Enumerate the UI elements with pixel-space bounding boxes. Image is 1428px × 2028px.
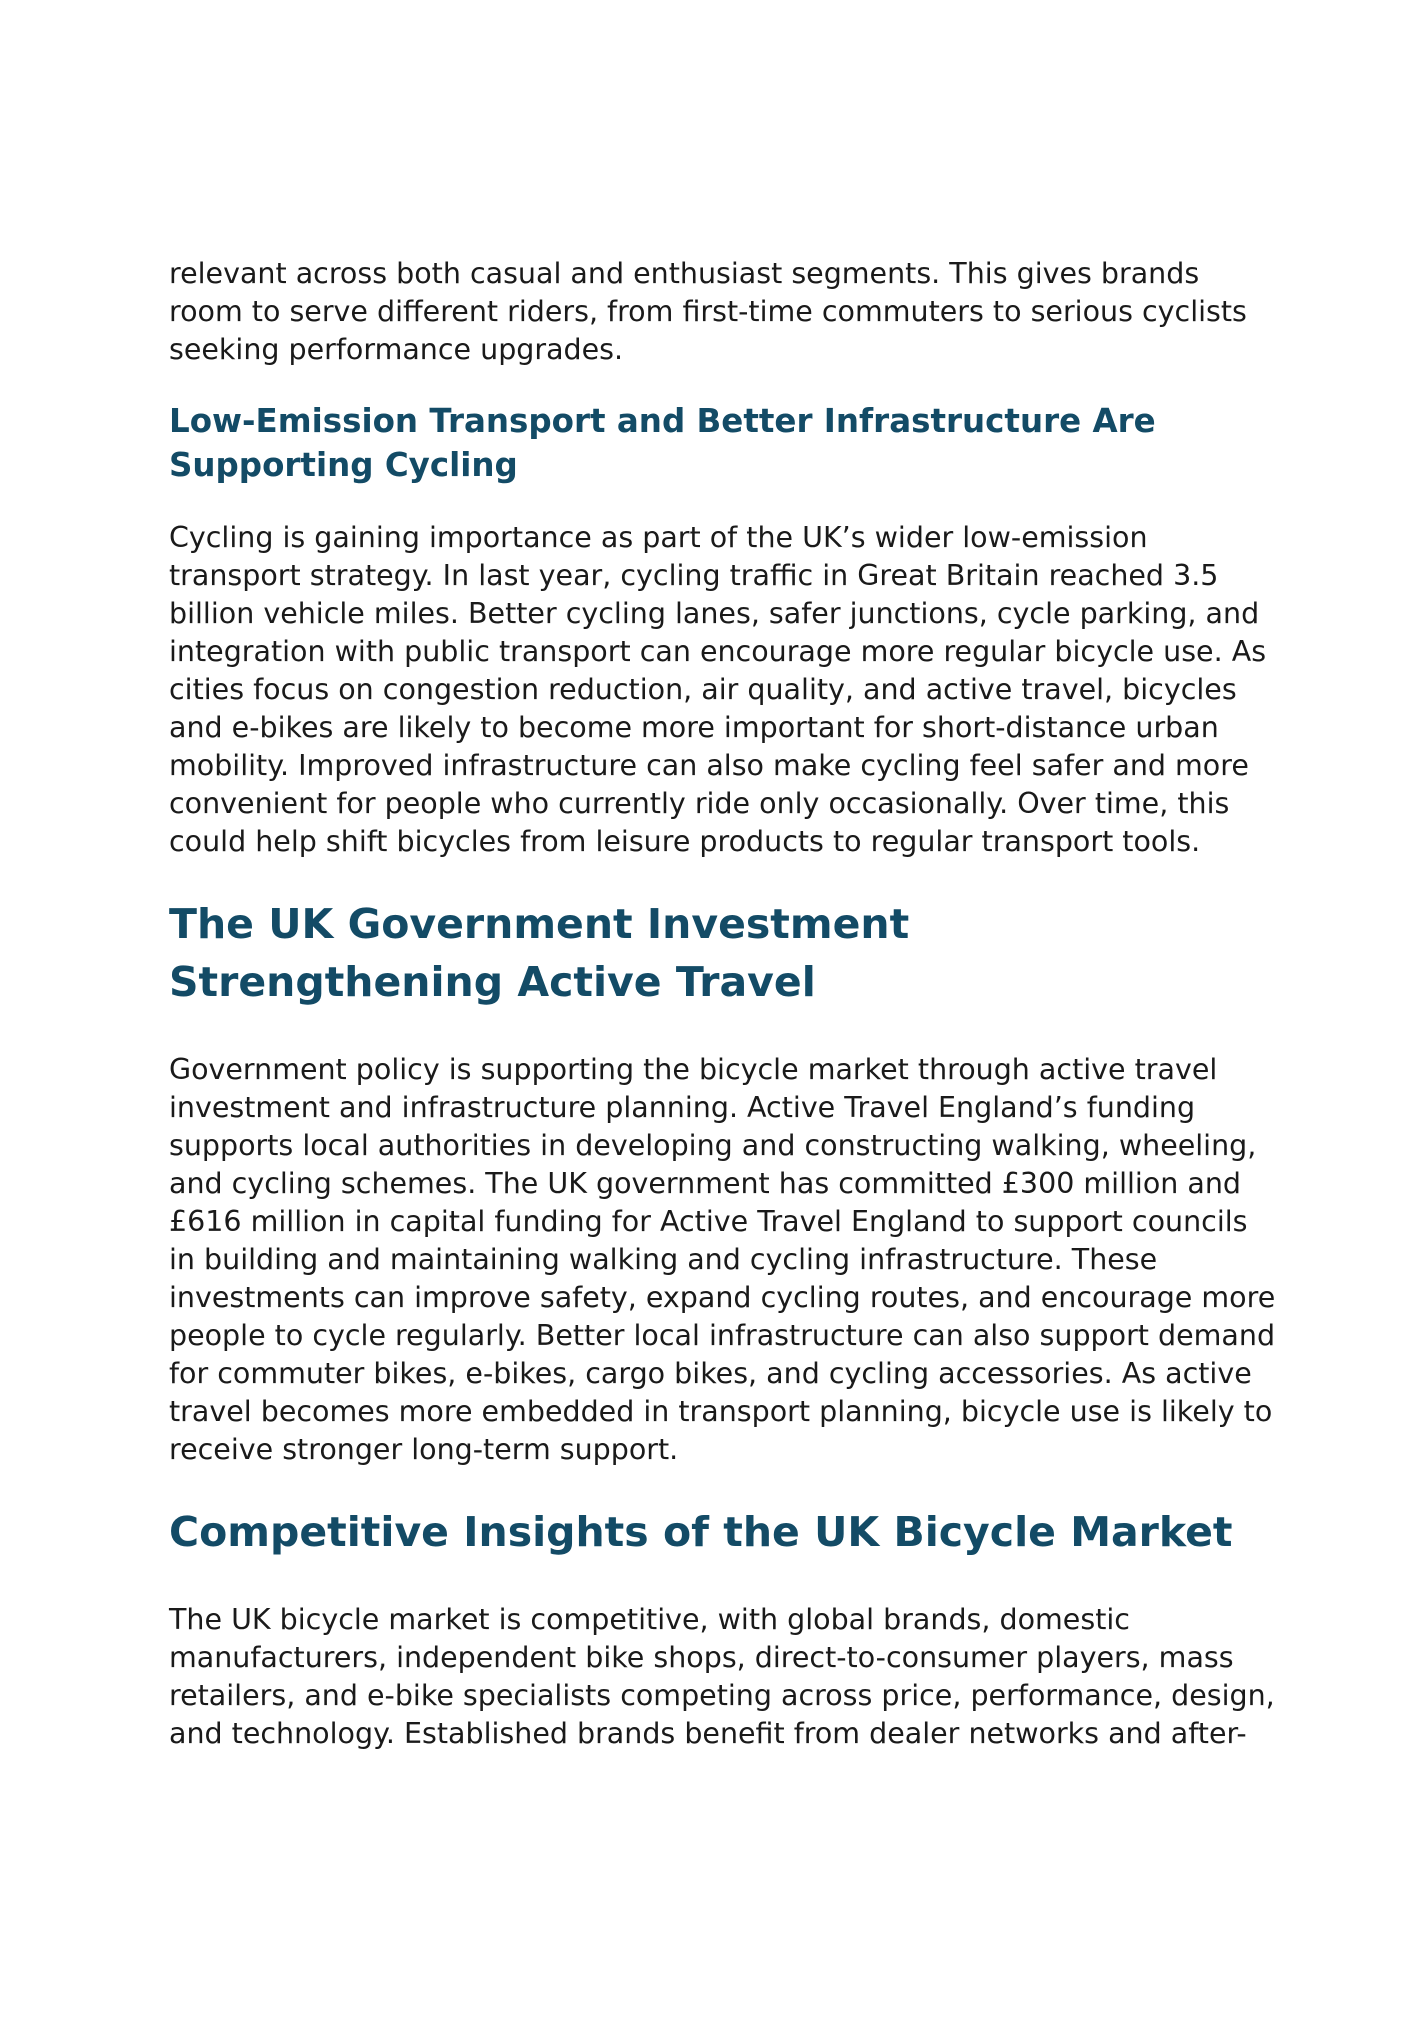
paragraph-intro — [169, 255, 1279, 369]
heading-competitive-insights — [169, 1503, 1279, 1561]
text-line: cities focus on congestion reduction, air quality, and active travel, bicycles — [169, 673, 1237, 706]
text-line: receive stronger long-term support. — [169, 1433, 679, 1466]
text-line: Cycling is gaining importance as part of the UK’s wider low-emission — [169, 521, 1148, 554]
text-line: The UK bicycle market is competitive, with global brands, domestic — [169, 1603, 1130, 1636]
text-line: and e-bikes are likely to become more important for short-distance urban — [169, 711, 1219, 744]
text-line: room to serve different riders, from first-time commuters to serious cyclists — [169, 295, 1247, 328]
text-line: £616 million in capital funding for Active Travel England to support councils — [169, 1205, 1248, 1238]
text-line: and technology. Established brands benefit from dealer networks and after- — [169, 1717, 1247, 1750]
paragraph-government — [169, 1051, 1279, 1469]
text-line: Government policy is supporting the bicycle market through active travel — [169, 1053, 1218, 1086]
text-line: retailers, and e-bike specialists competing across price, performance, design, — [169, 1679, 1275, 1712]
text-line: relevant across both casual and enthusiast segments. This gives brands — [169, 257, 1200, 290]
text-line: travel becomes more embedded in transport planning, bicycle use is likely to — [169, 1395, 1273, 1428]
text-line: transport strategy. In last year, cycling traffic in Great Britain reached 3.5 — [169, 559, 1219, 592]
heading-line: The UK Government Investment — [169, 900, 910, 948]
text-line: integration with public transport can encourage more regular bicycle use. As — [169, 635, 1267, 668]
text-line: convenient for people who currently ride only occasionally. Over time, this — [169, 787, 1230, 820]
text-line: seeking performance upgrades. — [169, 333, 624, 366]
heading-low-emission-transport — [169, 399, 1279, 487]
text-line: billion vehicle miles. Better cycling lanes, safer junctions, cycle parking, and — [169, 597, 1260, 630]
text-line: investments can improve safety, expand cycling routes, and encourage more — [169, 1281, 1276, 1314]
heading-line: Low-Emission Transport and Better Infrastructure Are — [169, 402, 1156, 440]
document-page — [169, 255, 1279, 1753]
paragraph-low-emission — [169, 519, 1279, 861]
heading-line: Supporting Cycling — [169, 446, 518, 484]
heading-government-investment — [169, 895, 1279, 1011]
text-line: mobility. Improved infrastructure can also make cycling feel safer and more — [169, 749, 1249, 782]
text-line: for commuter bikes, e-bikes, cargo bikes, and cycling accessories. As active — [169, 1357, 1252, 1390]
text-line: could help shift bicycles from leisure products to regular transport tools. — [169, 825, 1201, 858]
text-line: and cycling schemes. The UK government has committed £300 million and — [169, 1167, 1242, 1200]
text-line: manufacturers, independent bike shops, direct-to-consumer players, mass — [169, 1641, 1234, 1674]
text-line: supports local authorities in developing and constructing walking, wheeling, — [169, 1129, 1257, 1162]
text-line: investment and infrastructure planning. Active Travel England’s funding — [169, 1091, 1196, 1124]
text-line: people to cycle regularly. Better local infrastructure can also support demand — [169, 1319, 1276, 1352]
text-line: in building and maintaining walking and cycling infrastructure. These — [169, 1243, 1158, 1276]
paragraph-competitive — [169, 1601, 1279, 1753]
heading-line: Competitive Insights of the UK Bicycle Market — [169, 1508, 1233, 1556]
heading-line: Strengthening Active Travel — [169, 958, 816, 1006]
